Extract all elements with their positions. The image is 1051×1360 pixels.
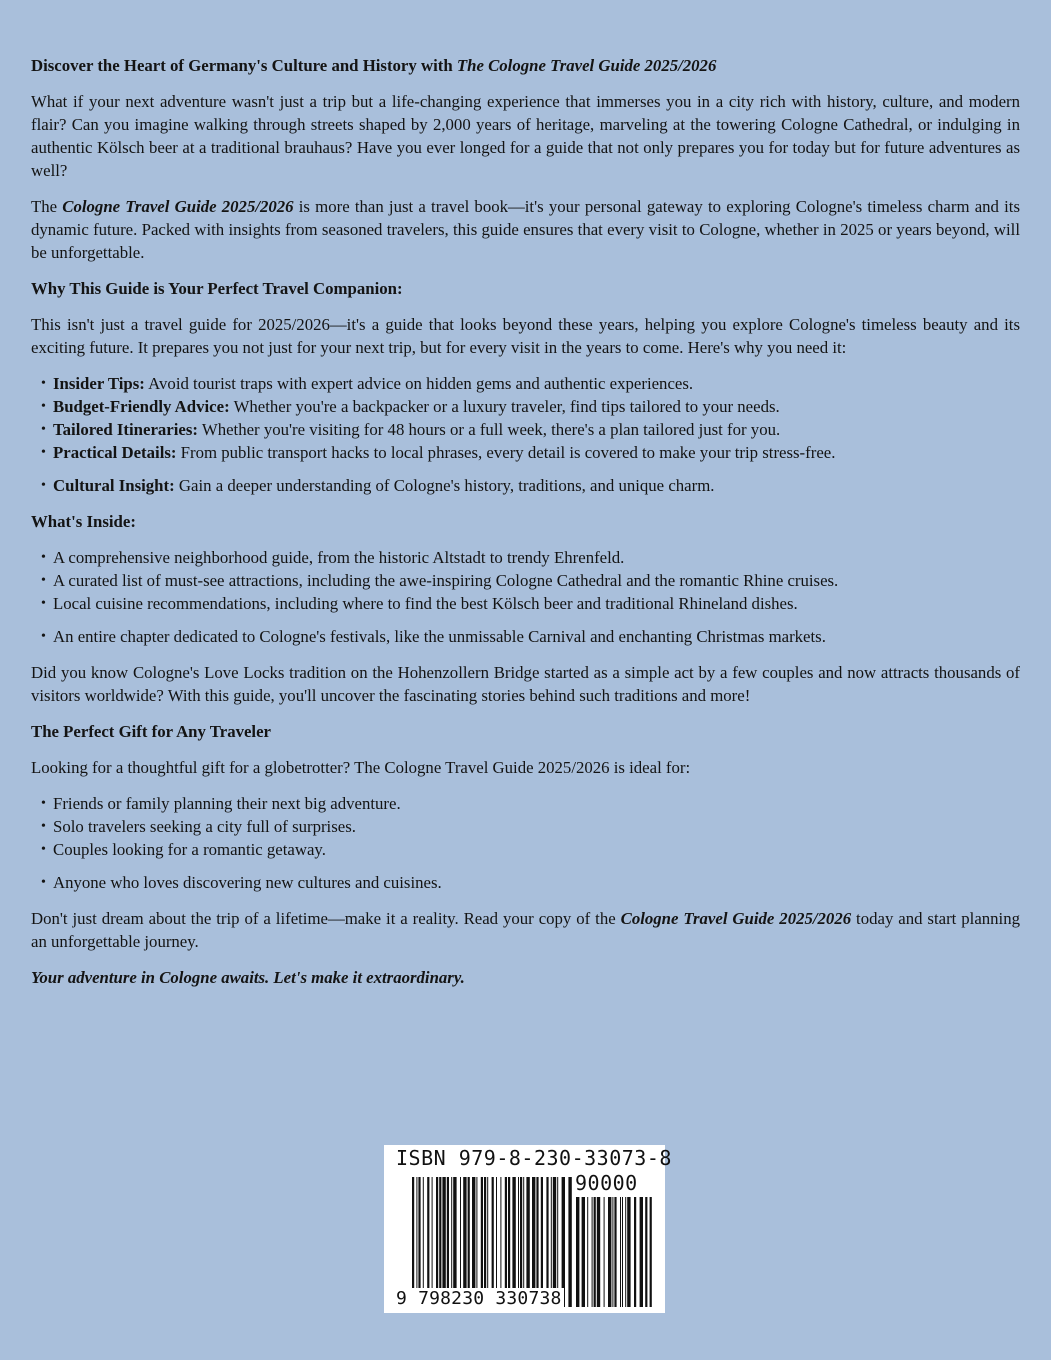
- addon-bars: [576, 1197, 652, 1307]
- why-heading: Why This Guide is Your Perfect Travel Companion:: [31, 279, 403, 298]
- barcode-bar: [614, 1197, 616, 1307]
- closing-line: Your adventure in Cologne awaits. Let's make it extraordinary.: [31, 968, 465, 987]
- why-paragraph: This isn't just a travel guide for 2025/2026—it's a guide that looks beyond these years, helping you explore Cologne's timeless beauty and its exciting future. It prepares you not just for your next trip, but for every visit in the years to come. Here's why you need it:: [31, 315, 1020, 357]
- barcode-bar: [627, 1197, 630, 1307]
- inside-list: [31, 546, 1020, 648]
- barcode-bar: [620, 1197, 621, 1307]
- list-item: • Budget-Friendly Advice: Whether you're a backpacker or a luxury traveler, find tips tailored to your needs.: [31, 395, 1020, 418]
- barcode-bar: [622, 1197, 623, 1307]
- intro-heading: Discover the Heart of Germany's Culture and History with The Cologne Travel Guide 2025/2026: [31, 56, 717, 75]
- list-item: • Tailored Itineraries: Whether you're visiting for 48 hours or a full week, there's a plan tailored just for you.: [31, 418, 1020, 441]
- list-item: • An entire chapter dedicated to Cologne's festivals, like the unmissable Carnival and enchanting Christmas markets.: [31, 625, 1020, 648]
- price-code: 90000: [575, 1171, 638, 1195]
- intro-paragraph-1: What if your next adventure wasn't just a trip but a life-changing experience that immerses you in a city rich with history, culture, and modern flair? Can you imagine walking through streets shaped by 2,000 years of heritage, marveling at the towering Cologne Cathedral, or indulging in authentic Kölsch beer at a traditional brauhaus? Have you ever longed for a guide that not only prepares you for today but for future adventures as well?: [31, 92, 1020, 180]
- barcode-bar: [625, 1197, 626, 1307]
- outro-paragraph: Don't just dream about the trip of a lifetime—make it a reality. Read your copy of the Cologne Travel Guide 2025/2026 today and start planning an unforgettable journey.: [31, 909, 1020, 951]
- barcode-bar: [604, 1197, 605, 1307]
- list-item: • Insider Tips: Avoid tourist traps with expert advice on hidden gems and authentic experiences.: [31, 372, 1020, 395]
- list-item: • Friends or family planning their next big adventure.: [31, 792, 1020, 815]
- list-item: • Couples looking for a romantic getaway.: [31, 838, 1020, 861]
- gift-paragraph: Looking for a thoughtful gift for a globetrotter? The Cologne Travel Guide 2025/2026 is ideal for:: [31, 758, 691, 777]
- list-item: • Anyone who loves discovering new cultures and cuisines.: [31, 871, 1020, 894]
- list-item: • Cultural Insight: Gain a deeper understanding of Cologne's history, traditions, and unique charm.: [31, 474, 1020, 497]
- list-item: • A comprehensive neighborhood guide, from the historic Altstadt to trendy Ehrenfeld.: [31, 546, 1020, 569]
- barcode-bar: [568, 1177, 571, 1307]
- barcode-bar: [645, 1197, 647, 1307]
- love-locks-paragraph: Did you know Cologne's Love Locks tradition on the Hohenzollern Bridge started as a simple act by a few couples and now attracts thousands of visitors worldwide? With this guide, you'll uncover the fascinating stories behind such traditions and more!: [31, 663, 1020, 705]
- gift-list: [31, 792, 1020, 894]
- list-item: • Solo travelers seeking a city full of surprises.: [31, 815, 1020, 838]
- barcode-bar: [612, 1197, 613, 1307]
- barcode-digits: 9 798230 330738: [396, 1288, 562, 1309]
- barcode-bar: [592, 1197, 593, 1307]
- list-item: • A curated list of must-see attractions, including the awe-inspiring Cologne Cathedral and the romantic Rhine cruises.: [31, 569, 1020, 592]
- barcode-bar: [587, 1197, 588, 1307]
- barcode-bar: [650, 1197, 652, 1307]
- book-title-emphasis: Cologne Travel Guide 2025/2026: [62, 197, 294, 216]
- barcode-bar: [608, 1197, 611, 1307]
- book-title-emphasis: Cologne Travel Guide 2025/2026: [620, 909, 852, 928]
- inside-heading: What's Inside:: [31, 512, 136, 531]
- isbn-barcode: [384, 1145, 672, 1313]
- intro-heading-title: The Cologne Travel Guide 2025/2026: [456, 56, 717, 75]
- list-item: • Local cuisine recommendations, including where to find the best Kölsch beer and traditional Rhineland dishes.: [31, 592, 1020, 615]
- description-text: [31, 54, 1020, 989]
- barcode-bar: [640, 1197, 643, 1307]
- isbn-label: ISBN 979-8-230-33073-8: [396, 1146, 672, 1170]
- barcode-bar: [594, 1197, 596, 1307]
- gift-heading: The Perfect Gift for Any Traveler: [31, 722, 271, 741]
- barcode-bar: [634, 1197, 636, 1307]
- why-list: [31, 372, 1020, 497]
- barcode-bar: [582, 1197, 585, 1307]
- barcode-bar: [597, 1197, 600, 1307]
- barcode-bar: [576, 1197, 579, 1307]
- intro-paragraph-2: The Cologne Travel Guide 2025/2026 is more than just a travel book—it's your personal gateway to exploring Cologne's timeless charm and its dynamic future. Packed with insights from seasoned travelers, this guide ensures that every visit to Cologne, whether in 2025 or years beyond, will be unforgettable.: [31, 197, 1020, 262]
- list-item: • Practical Details: From public transport hacks to local phrases, every detail is covered to make your trip stress-free.: [31, 441, 1020, 464]
